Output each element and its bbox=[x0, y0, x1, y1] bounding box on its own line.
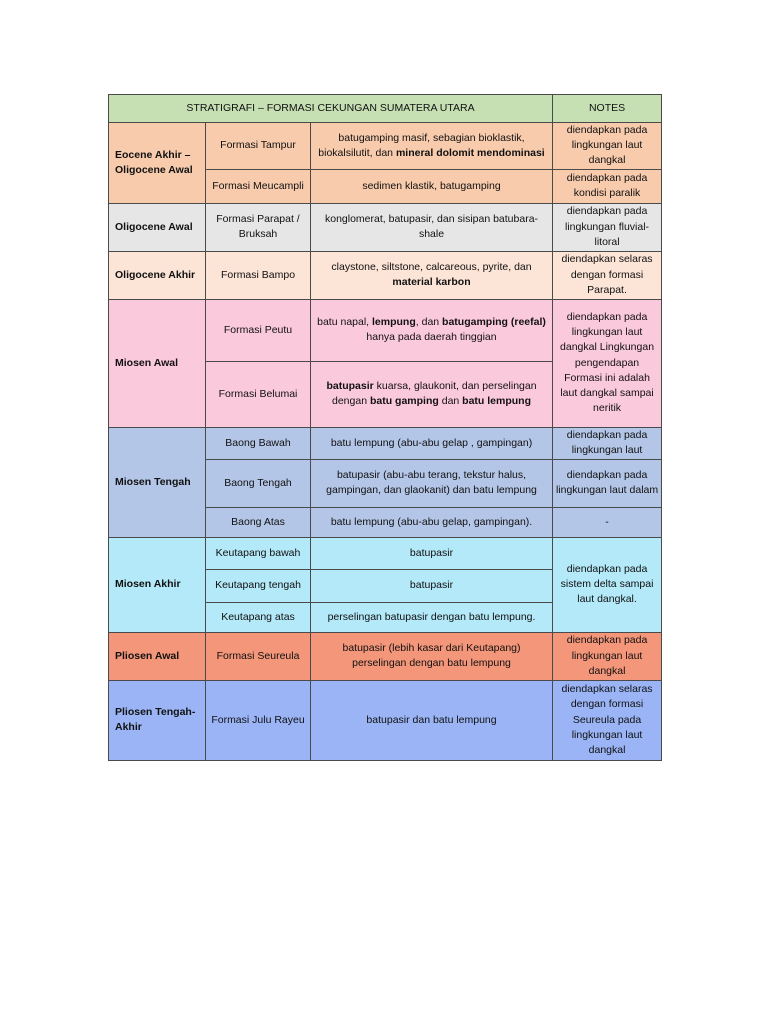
lithology-cell: batu lempung (abu-abu gelap, gampingan). bbox=[311, 507, 553, 537]
lithology-cell: batugamping masif, sebagian bioklastik, biokalsilutit, dan mineral dolomit mendominasi bbox=[311, 123, 553, 170]
notes-cell: diendapkan selaras dengan formasi Seureula pada lingkungan laut dangkal bbox=[553, 680, 662, 760]
lithology-cell: batupasir dan batu lempung bbox=[311, 680, 553, 760]
formation-cell: Keutapang bawah bbox=[206, 537, 311, 569]
table-title: STRATIGRAFI – FORMASI CEKUNGAN SUMATERA UTARA bbox=[109, 95, 553, 123]
formation-cell: Formasi Parapat / Bruksah bbox=[206, 203, 311, 251]
table-row bbox=[109, 299, 662, 361]
lithology-cell: batu napal, lempung, dan batugamping (reefal) hanya pada daerah tinggian bbox=[311, 299, 553, 361]
formation-cell: Formasi Bampo bbox=[206, 251, 311, 299]
epoch-cell: Oligocene Awal bbox=[109, 203, 206, 251]
epoch-cell: Miosen Tengah bbox=[109, 427, 206, 537]
table-row bbox=[109, 123, 662, 170]
epoch-cell: Pliosen Awal bbox=[109, 632, 206, 680]
table-row bbox=[109, 203, 662, 251]
epoch-cell: Oligocene Akhir bbox=[109, 251, 206, 299]
formation-cell: Keutapang tengah bbox=[206, 569, 311, 602]
table-row bbox=[109, 537, 662, 569]
formation-cell: Formasi Peutu bbox=[206, 299, 311, 361]
notes-cell: diendapkan pada sistem delta sampai laut dangkal. bbox=[553, 537, 662, 632]
notes-cell: diendapkan pada lingkungan laut bbox=[553, 427, 662, 459]
epoch-cell: Miosen Awal bbox=[109, 299, 206, 427]
formation-cell: Formasi Meucampli bbox=[206, 169, 311, 203]
notes-cell: diendapkan pada lingkungan laut dangkal bbox=[553, 632, 662, 680]
epoch-cell: Miosen Akhir bbox=[109, 537, 206, 632]
formation-cell: Baong Bawah bbox=[206, 427, 311, 459]
notes-cell: diendapkan selaras dengan formasi Parapat. bbox=[553, 251, 662, 299]
stratigraphy-table bbox=[108, 94, 662, 761]
lithology-cell: batupasir kuarsa, glaukonit, dan perselingan dengan batu gamping dan batu lempung bbox=[311, 361, 553, 427]
lithology-cell: claystone, siltstone, calcareous, pyrite, dan material karbon bbox=[311, 251, 553, 299]
formation-cell: Baong Tengah bbox=[206, 459, 311, 507]
formation-cell: Keutapang atas bbox=[206, 602, 311, 632]
epoch-cell: Pliosen Tengah-Akhir bbox=[109, 680, 206, 760]
table-header-row bbox=[109, 95, 662, 123]
lithology-cell: perselingan batupasir dengan batu lempung. bbox=[311, 602, 553, 632]
lithology-cell: batupasir (abu-abu terang, tekstur halus, gampingan, dan glaokanit) dan batu lempung bbox=[311, 459, 553, 507]
lithology-cell: batupasir bbox=[311, 537, 553, 569]
notes-cell: diendapkan pada lingkungan fluvial-litoral bbox=[553, 203, 662, 251]
formation-cell: Formasi Julu Rayeu bbox=[206, 680, 311, 760]
epoch-cell: Eocene Akhir – Oligocene Awal bbox=[109, 123, 206, 204]
table-row bbox=[109, 680, 662, 760]
formation-cell: Formasi Belumai bbox=[206, 361, 311, 427]
notes-cell: - bbox=[553, 507, 662, 537]
table-row bbox=[109, 251, 662, 299]
table-row bbox=[109, 427, 662, 459]
lithology-cell: batu lempung (abu-abu gelap , gampingan) bbox=[311, 427, 553, 459]
table-row bbox=[109, 632, 662, 680]
notes-cell: diendapkan pada lingkungan laut dalam bbox=[553, 459, 662, 507]
formation-cell: Formasi Tampur bbox=[206, 123, 311, 170]
formation-cell: Formasi Seureula bbox=[206, 632, 311, 680]
formation-cell: Baong Atas bbox=[206, 507, 311, 537]
notes-cell: diendapkan pada lingkungan laut dangkal Lingkungan pengendapan Formasi ini adalah laut dangkal sampai neritik bbox=[553, 299, 662, 427]
notes-header: NOTES bbox=[553, 95, 662, 123]
lithology-cell: konglomerat, batupasir, dan sisipan batubara-shale bbox=[311, 203, 553, 251]
notes-cell: diendapkan pada kondisi paralik bbox=[553, 169, 662, 203]
lithology-cell: sedimen klastik, batugamping bbox=[311, 169, 553, 203]
notes-cell: diendapkan pada lingkungan laut dangkal bbox=[553, 123, 662, 170]
lithology-cell: batupasir bbox=[311, 569, 553, 602]
lithology-cell: batupasir (lebih kasar dari Keutapang) perselingan dengan batu lempung bbox=[311, 632, 553, 680]
